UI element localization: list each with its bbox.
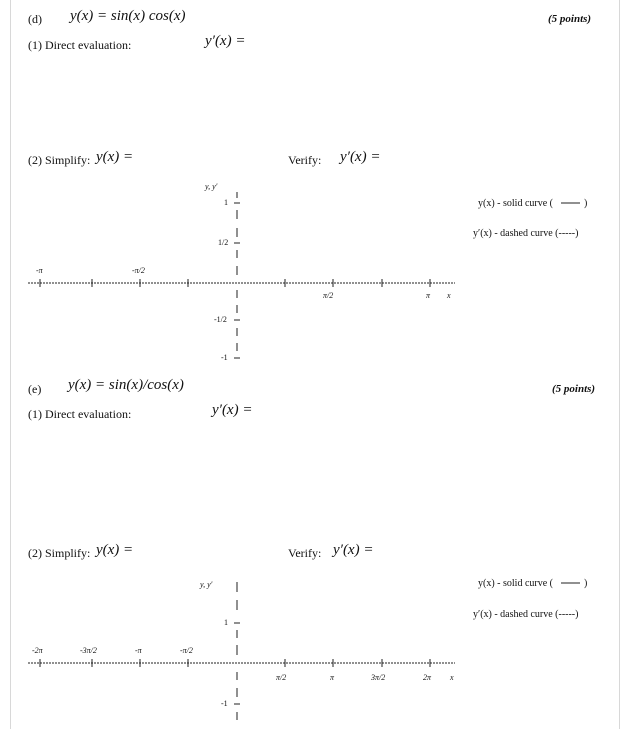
part-d-x-variable: x: [447, 291, 451, 300]
part-e-legend-yprime: y′(x) - dashed curve (-----): [473, 609, 579, 620]
part-d-simplify-eq: y(x) =: [96, 149, 134, 165]
part-e-xtick-label: -π: [135, 646, 142, 655]
part-d-xtick-label: -π/2: [132, 266, 145, 275]
part-e-simplify-label: (2) Simplify:: [28, 546, 91, 560]
part-d-xtick-label: π/2: [323, 291, 334, 300]
part-d-letter: (d): [28, 12, 42, 26]
part-e-x-variable: x: [450, 673, 454, 682]
part-d-verify-eq: y′(x) =: [340, 149, 381, 165]
part-e-xtick-label: 3π/2: [371, 673, 386, 682]
part-d-derivative-blank: y′(x) =: [205, 33, 246, 49]
part-d-ytick-label: -1: [221, 353, 228, 362]
part-e-function: y(x) = sin(x)/cos(x): [68, 377, 184, 393]
part-e-xtick-label: -π/2: [180, 646, 193, 655]
part-d-legend-yprime: y′(x) - dashed curve (-----): [473, 228, 579, 239]
part-d-ytick-label: 1/2: [218, 238, 229, 247]
part-e-xtick-label: -2π: [32, 646, 43, 655]
part-e-xtick-label: π: [330, 673, 335, 682]
part-e-ytick-label: 1: [224, 618, 228, 627]
part-e-derivative-blank: y′(x) =: [212, 402, 253, 418]
part-d-direct-label: (1) Direct evaluation:: [28, 38, 132, 52]
part-d-xtick-label: -π: [36, 266, 43, 275]
part-d-ytick-label: 1: [224, 198, 228, 207]
part-e-direct-label: (1) Direct evaluation:: [28, 407, 132, 421]
part-d-ytick-label: -1/2: [214, 315, 227, 324]
part-e-xtick-label: -3π/2: [80, 646, 97, 655]
part-d-axis-title: y, y′: [205, 182, 218, 191]
part-d-simplify-label: (2) Simplify:: [28, 153, 91, 167]
part-d-function: y(x) = sin(x) cos(x): [70, 8, 186, 24]
part-e-ytick-label: -1: [221, 699, 228, 708]
part-e-simplify-eq: y(x) =: [96, 542, 134, 558]
part-e-axis-title: y, y′: [200, 580, 213, 589]
part-e-xtick-label: 2π: [423, 673, 432, 682]
part-d-xtick-label: π: [426, 291, 431, 300]
part-e-xtick-label: π/2: [276, 673, 287, 682]
part-e-letter: (e): [28, 382, 42, 396]
part-e-verify-eq: y′(x) =: [333, 542, 374, 558]
part-d-legend-y: y(x) - solid curve (: [478, 198, 553, 209]
part-e-verify-label: Verify:: [288, 546, 322, 560]
part-d-points: (5 points): [548, 13, 592, 25]
part-d-legend-y-close: ): [584, 198, 588, 209]
part-e-legend-y: y(x) - solid curve (: [478, 578, 553, 589]
part-e-legend-y-close: ): [584, 578, 588, 589]
part-d-verify-label: Verify:: [288, 153, 322, 167]
part-e-points: (5 points): [552, 383, 596, 395]
